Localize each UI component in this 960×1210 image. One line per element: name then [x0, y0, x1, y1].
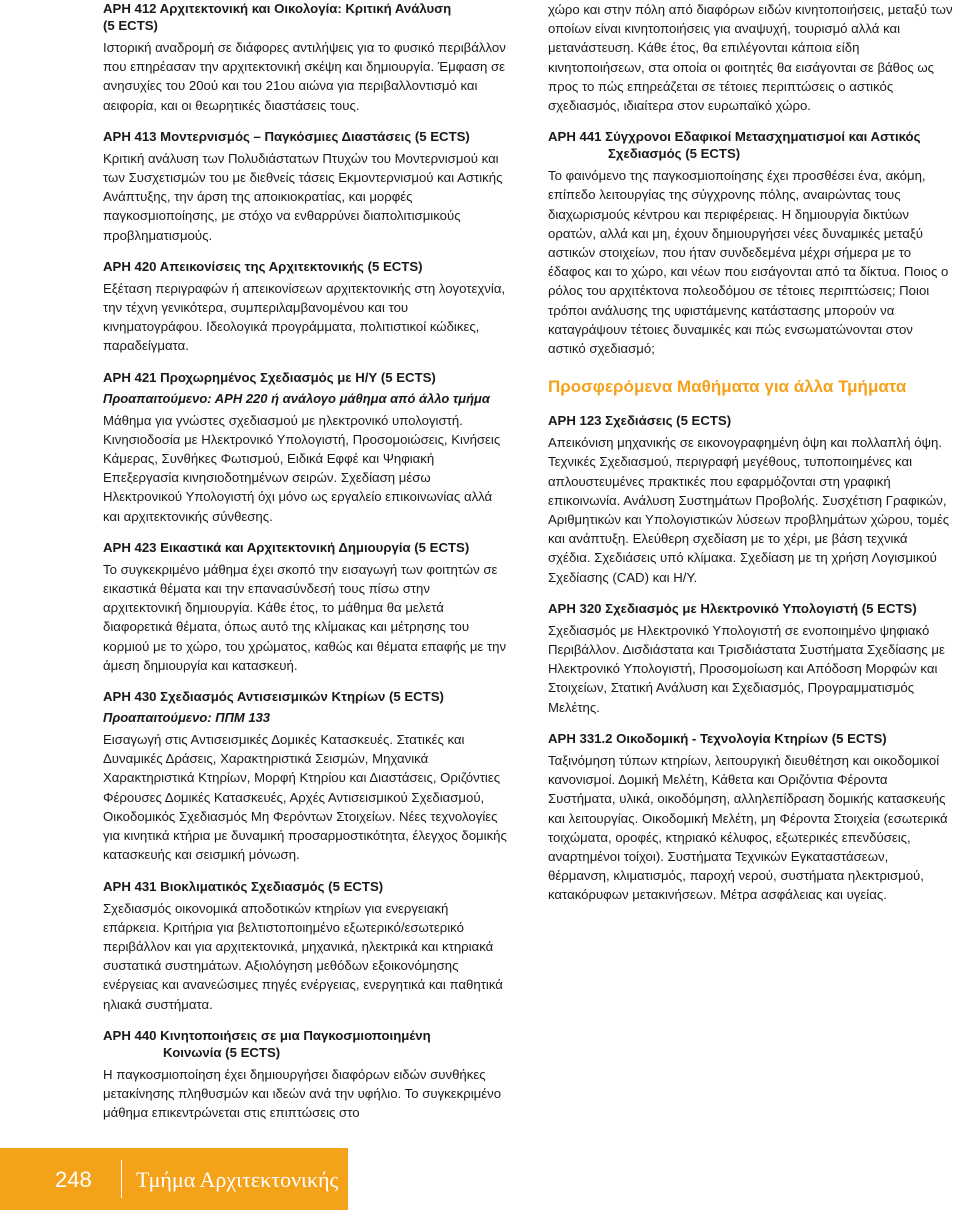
course-description: Κριτική ανάλυση των Πολυδιάστατων Πτυχών του Μοντερνισμού και των Συσχετισμών του με διεθνείς τάσεις Εκμοντερνισμού και Αστικής Ανάπτυξης, την άρση της αποικιοκρατίας, και μορφές παγκοσμιοποίησης, με στόχο να ενθαρρύνει διαπολιτισμικούς προβληματισμούς.	[103, 150, 503, 243]
course-description: Εισαγωγή στις Αντισεισμικές Δομικές Κατασκευές. Στατικές και Δυναμικές Δράσεις, Χαρακτηριστικά Σεισμών, Μηχανικά Χαρακτηριστικά Κτηρίων, Μορφή Κτηρίου και Διαστάσεις, Οριζόντιες Φέρουσες Δομικές Κατασκευές, Αρχές Αντισεισμικού Σχεδιασμού, Οικοδομικός Σχεδιασμός Μη Φερόντων Στοιχείων. Νέες τεχνολογίες για κινητικά κτήρια με δυναμική προσαρμοστικότητα, έλεγχος δομικής κατασκευής και σεισμική μόνωση.	[103, 732, 507, 863]
course-description: Εξέταση περιγραφών ή απεικονίσεων αρχιτεκτονικής στη λογοτεχνία, την τέχνη γενικότερα, συμπεριλαμβανομένου και του κινηματογράφου. Ιδεολογικά προγράμματα, πολιτιστικοί κώδικες, παραδείγματα.	[103, 280, 506, 354]
course-title: ΑΡΗ 320 Σχεδιασμός με Ηλεκτρονικό Υπολογιστή (5 ECTS)	[548, 600, 917, 616]
course-entry	[103, 258, 508, 356]
course-description: Ιστορική αναδρομή σε διάφορες αντιλήψεις για το φυσικό περιβάλλον που επηρέασαν την αρχιτεκτονική σκέψη και δημιουργία. Έμφαση σε ανησυχίες του 20ού και του 21ου αιώνα για περιβαλλοντισμό και αειφορία, και οι θεωρητικές διαστάσεις τους.	[103, 40, 506, 113]
course-entry	[103, 1027, 508, 1123]
course-title: ΑΡΗ 413 Μοντερνισμός – Παγκόσμιες Διαστάσεις (5 ECTS)	[103, 128, 470, 144]
course-description: Η παγκοσμιοποίηση έχει δημιουργήσει διαφόρων ειδών συνθήκες μετακίνησης πληθυσμών και ιδεών ανά την υφήλιο. Το συγκεκριμένο μάθημα επικεντρώνεται στις επιπτώσεις στο	[103, 1066, 502, 1121]
course-entry	[103, 369, 508, 526]
prerequisite: Προαπαιτούμενο: ΑΡΗ 220 ή ανάλογο μάθημα από άλλο τμήμα	[103, 390, 490, 406]
course-title: ΑΡΗ 420 Απεικονίσεις της Αρχιτεκτονικής (5 ECTS)	[103, 258, 423, 274]
course-title: ΑΡΗ 123 Σχεδιάσεις (5 ECTS)	[548, 413, 732, 429]
course-title: ΑΡΗ 431 Βιοκλιματικός Σχεδιασμός (5 ECTS)	[103, 878, 384, 894]
course-description: Το συγκεκριμένο μάθημα έχει σκοπό την εισαγωγή των φοιτητών σε εικαστικά θέματα και την επανασύνδεσή τους πίσω στην αρχιτεκτονική δημιουργία. Κάθε έτος, το μάθημα θα μελετά διαφορετικά θέματα, όπως αυτό της κλίμακας και μέτρησης του κορμιού με το χώρο, του χρώματος, καθώς και θέματα επαφής με την άμεση δημιουργία και κατασκευή.	[103, 561, 507, 673]
prerequisite: Προαπαιτούμενο: ΠΠΜ 133	[103, 710, 271, 726]
course-entry	[103, 0, 508, 115]
course-description: Ταξινόμηση τύπων κτηρίων, λειτουργική διευθέτηση και οικοδομικοί κανονισμοί. Δομική Μελέτη, Κάθετα και Οριζόντια Φέροντα Συστήματα, υλικά, οικοδόμηση, αλληλεπίδραση δομικής κατασκευής και λειτουργίας. Οικοδομική Μελέτη, μη Φέροντα Στοιχεία (εσωτερικά τοιχώματα, οροφές, κτηριακό κέλυφος, εξωτερικές επενδύσεις, αναρτημένοι τοίχοι). Συστήματα Τεχνικών Εγκαταστάσεων, θέρμανση, κλιματισμός, παροχή νερού, συστήματα ηλεκτρισμού, κατακόρυφων μετακινήσεων. Μέτρα ασφάλειας και υγείας.	[548, 752, 948, 903]
course-description: Σχεδιασμός με Ηλεκτρονικό Υπολογιστή σε ενοποιημένο ψηφιακό Περιβάλλον. Δισδιάστατα και Τρισδιάστατα Συστήματα Σχεδίασης με Ηλεκτρονικό Υπολογιστή, Προσομοίωση και Απόδοση Μορφών και Στοιχείων, Στατική Ανάλυση και Σχεδιασμός, Προγραμματισμός Μελέτης.	[548, 622, 945, 715]
page-number: 248	[55, 1167, 92, 1192]
course-title: ΑΡΗ 331.2 Οικοδομική - Τεχνολογία Κτηρίων (5 ECTS)	[548, 730, 887, 746]
course-description: χώρο και στην πόλη από διαφόρων ειδών κινητοποιήσεις, μεταξύ των οποίων είναι κινητοποιήσεις για αναψυχή, τουρισμό αλλά και μετανάστευση. Κάθε έτος, θα επιλέγονται κάποια είδη κινητοποιήσεων, στα οποία οι φοιτητές θα εισάγονται σε βάθος ως προς το πώς επηρεάζεται σε τέτοιες περιπτώσεις ο αστικός σχεδιασμός, ιδιαίτερα στον ευρωπαϊκό χώρο.	[548, 2, 953, 114]
course-title: ΑΡΗ 421 Προχωρημένος Σχεδιασμός με Η/Υ (5 ECTS)	[103, 369, 436, 385]
left-column	[103, 0, 508, 1135]
course-title: ΑΡΗ 441 Σύγχρονοι Εδαφικοί Μετασχηματισμοί και Αστικός Σχεδιασμός (5 ECTS)	[548, 129, 921, 162]
department-name: Τμήμα Αρχιτεκτονικής	[136, 1167, 339, 1192]
course-entry	[103, 539, 508, 675]
course-title: ΑΡΗ 430 Σχεδιασμός Αντισεισμικών Κτηρίων (5 ECTS)	[103, 689, 444, 705]
course-continuation	[548, 0, 953, 115]
course-description: Σχεδιασμός οικονομικά αποδοτικών κτηρίων για ενεργειακή επάρκεια. Κριτήρια για βελτιστοποιημένο εξωτερικό/εσωτερικό περιβάλλον και για αρχιτεκτονικά, μηχανικά, ηλεκτρικά και κτηριακά συστατικά συστημάτων. Αξιολόγηση μεθόδων εξοικονόμησης ενέργειας και ανανεώσιμες πηγές ενέργειας, ενεργητικά και παθητικά ηλιακά συστήματα.	[103, 900, 503, 1012]
course-title: ΑΡΗ 440 Κινητοποιήσεις σε μια Παγκοσμιοποιημένη Κοινωνία (5 ECTS)	[103, 1027, 431, 1060]
course-description: Απεικόνιση μηχανικής σε εικονογραφημένη όψη και πολλαπλή όψη. Τεχνικές Σχεδιασμού, περιγραφή μεγέθους, τυποποιημένες και απλουστευμένες πρακτικές που εφαρμόζονται στη γραφική επικοινωνία. Ανάλυση Συστημάτων Προβολής. Συσχέτιση Γραφικών, Αριθμητικών και Υπολογιστικών λύσεων προβλημάτων χώρου, τομές και ανάπτυξη. Ελεύθερη σχεδίαση με το χέρι, με βάση τεχνικά σχέδια. Σχεδιάσεις υπό κλίμακα. Σχεδίαση με τη χρήση Λογισμικού Σχεδίασης (CAD) και Η/Υ.	[548, 435, 950, 585]
course-title: ΑΡΗ 423 Εικαστικά και Αρχιτεκτονική Δημιουργία (5 ECTS)	[103, 539, 470, 555]
course-entry	[548, 412, 953, 587]
course-description: Το φαινόμενο της παγκοσμιοποίησης έχει προσθέσει ένα, ακόμη, επίπεδο λειτουργίας της σύγχρονης πόλης, αναιρώντας τους διαχωρισμούς κέντρου και περιφέρειας. Η δημιουργία δικτύων ορατών, αλλά και μη, έχουν δημιουργήσει νέες δυναμικές μεταξύ αστικών στοιχείων, που ήταν συνδεδεμένα μέχρι σήμερα με το έδαφος και το χώρο, και νέων που εισάγονται από τα δίκτυα. Ποιος ο ρόλος του αρχιτέκτονα πολεοδόμου σε τέτοιες περιπτώσεις; Ποιοι τρόποι ανάλυσης της υφιστάμενης κατάστασης μπορούν να καταγράψουν τέτοιες δυναμικές και πώς ενσωματώνονται στον αστικό σχεδιασμό;	[548, 168, 949, 357]
footer-band	[0, 1148, 348, 1210]
course-entry	[103, 128, 508, 245]
course-title: ΑΡΗ 412 Αρχιτεκτονική και Οικολογία: Κριτική Ανάλυση (5 ECTS)	[103, 1, 452, 33]
course-entry	[548, 730, 953, 905]
course-entry	[548, 600, 953, 717]
course-entry	[548, 128, 953, 358]
course-description: Μάθημα για γνώστες σχεδιασμού με ηλεκτρονικό υπολογιστή. Κινησιοδοσία με Ηλεκτρονικό Υπολογιστή, Προσομοιώσεις, Κινήσεις Κάμερας, Συνθήκες Φωτισμού, Ειδικά Εφφέ και Ψηφιακή Επεξεργασία κινησιοδοτημένων σειρών. Σχεδίαση μέσω Ηλεκτρονικού Υπολογιστή όχι μόνο ως εργαλείο επικοινωνίας αλλά και αρχιτεκτονικής σύνθεσης.	[103, 412, 501, 524]
section-heading: Προσφερόμενα Μαθήματα για άλλα Τμήματα	[548, 377, 907, 397]
footer-divider	[121, 1160, 122, 1198]
page-footer	[0, 1148, 960, 1210]
right-column	[548, 0, 953, 918]
course-entry	[103, 688, 508, 864]
course-entry	[103, 878, 508, 1014]
